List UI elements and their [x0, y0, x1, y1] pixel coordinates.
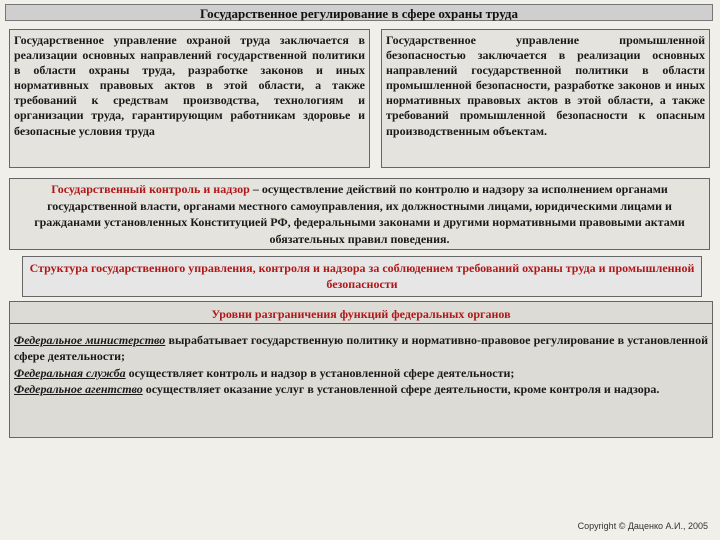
level-term: Федеральная служба	[14, 365, 126, 380]
federal-levels-box	[9, 301, 713, 438]
level-text: вырабатывает государственную политику и нормативно-правовое регулирование в установленной сфере деятельности;	[14, 333, 709, 364]
labor-safety-management-text: заключается в реализации основных направлений государственной политики в области охраны труда, разработке законов и иных нормативных правовых актов в этой области, а также требований к средствам производства, технологиям и организации труда, гарантирующим работникам здоровье и безопасные условия труда	[14, 33, 365, 138]
page-title: Государственное регулирование в сфере охраны труда	[5, 4, 713, 21]
level-item-service	[14, 365, 708, 381]
copyright-notice: Copyright © Даценко А.И., 2005	[577, 521, 708, 531]
level-term: Федеральное министерство	[14, 333, 166, 347]
level-item-ministry	[14, 332, 708, 365]
industrial-safety-management-box	[381, 29, 710, 168]
federal-levels-title: Уровни разграничения функций федеральных органов	[10, 302, 712, 324]
state-control-term: Государственный контроль и надзор	[51, 182, 250, 196]
industrial-safety-management-term: Государственное управление промышленной безопасностью	[386, 33, 705, 63]
structure-heading-box: Структура государственного управления, контроля и надзора за соблюдением требований охраны труда и промышленной безопасности	[22, 256, 702, 297]
level-text: осуществляет оказание услуг в установленной сфере деятельности, кроме контроля и надзора.	[142, 382, 660, 397]
labor-safety-management-box	[9, 29, 370, 168]
level-text: осуществляет контроль и надзор в установленной сфере деятельности;	[125, 365, 515, 380]
level-term: Федеральное агентство	[14, 382, 143, 397]
state-control-text: – осуществление действий по контролю и надзору за исполнением органами государственной власти, органами местного самоуправления, их должностными лицами, юридическими лицами и гражданами установленных Конституцией РФ, федеральными законами и другими нормативными правовыми актами обязательных правил поведения.	[34, 182, 685, 246]
state-control-box	[9, 178, 710, 250]
labor-safety-management-term: Государственное управление охраной труда	[14, 33, 271, 47]
level-item-agency	[14, 381, 708, 397]
federal-levels-list	[10, 332, 712, 398]
industrial-safety-management-text: заключается в реализации основных направлений государственной политики в области промышленной безопасности, разработке законов и иных нормативных правовых актов в этой области, а также требований промышленной безопасности к опасным производственным объектам.	[386, 48, 705, 138]
